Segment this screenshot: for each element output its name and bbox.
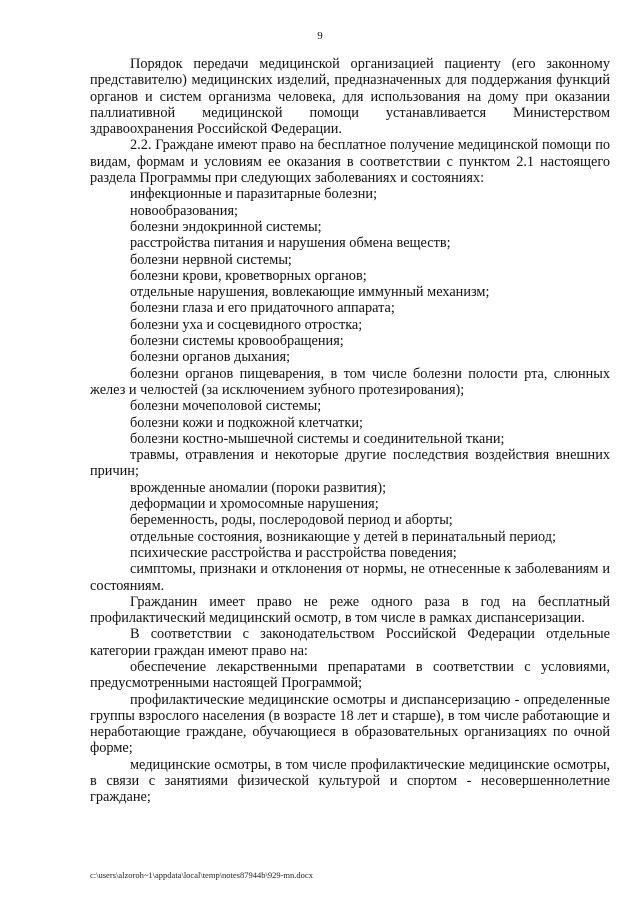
list-item: болезни мочеполовой системы; bbox=[130, 398, 322, 415]
intro-paragraph: Порядок передачи медицинской организацией пациенту (его законному представителю) медицинских изделий, предназначенных для поддержания функций органов и систем организма человека, для использования на дому при оказании паллиативной медицинской помощи устанавливается Министерством здравоохранения Российской Федерации. bbox=[90, 56, 610, 138]
list-item: болезни кожи и подкожной клетчатки; bbox=[130, 414, 363, 431]
list-item: обеспечение лекарственными препаратами в соответствии с условиями, предусмотренными настоящей Программой; bbox=[90, 658, 610, 692]
list-item: болезни эндокринной системы; bbox=[130, 218, 322, 235]
page-number: 9 bbox=[317, 30, 323, 42]
list-item: болезни органов дыхания; bbox=[130, 349, 291, 366]
section-2-2-paragraph: 2.2. Граждане имеют право на бесплатное получение медицинской помощи по видам, формам и условиям ее оказания в соответствии с пунктом 2.1 настоящего раздела Программы при следующих заболеваниях и состояниях: bbox=[90, 137, 610, 187]
footer-file-path: c:\users\alzoroh~1\appdata\local\temp\notes87944b\929-mn.docx bbox=[90, 870, 313, 880]
list-item: болезни крови, кроветворных органов; bbox=[130, 267, 367, 284]
legislation-paragraph: В соответствии с законодательством Российской Федерации отдельные категории граждан имеют право на: bbox=[90, 626, 610, 659]
checkup-paragraph: Гражданин имеет право не реже одного раза в год на бесплатный профилактический медицинский осмотр, в том числе в рамках диспансеризации. bbox=[90, 593, 610, 627]
list-item: болезни костно-мышечной системы и соединительной ткани; bbox=[130, 430, 505, 447]
list-item: отдельные состояния, возникающие у детей в перинатальный период; bbox=[130, 528, 557, 545]
list-item: расстройства питания и нарушения обмена веществ; bbox=[130, 235, 451, 252]
list-item: врожденные аномалии (пороки развития); bbox=[130, 479, 387, 496]
rights-list bbox=[90, 659, 610, 806]
list-item: болезни уха и сосцевидного отростка; bbox=[130, 316, 363, 333]
list-item: болезни органов пищеварения, в том числе болезни полости рта, слюнных желез и челюстей (за исключением зубного протезирования); bbox=[90, 365, 610, 398]
list-item: болезни глаза и его придаточного аппарата; bbox=[130, 300, 395, 317]
list-item: симптомы, признаки и отклонения от нормы, не отнесенные к заболеваниям и состояниям. bbox=[90, 561, 610, 594]
list-item: болезни нервной системы; bbox=[130, 251, 292, 268]
document-body bbox=[90, 56, 610, 806]
list-item: отдельные нарушения, вовлекающие иммунный механизм; bbox=[130, 284, 490, 301]
list-item: травмы, отравления и некоторые другие последствия воздействия внешних причин; bbox=[90, 447, 610, 480]
list-item: болезни системы кровообращения; bbox=[130, 333, 344, 350]
list-item: психические расстройства и расстройства поведения; bbox=[130, 544, 457, 561]
disease-list bbox=[90, 186, 610, 593]
list-item: деформации и хромосомные нарушения; bbox=[130, 496, 379, 513]
list-item: беременность, роды, послеродовой период и аборты; bbox=[130, 512, 453, 529]
list-item: медицинские осмотры, в том числе профилактические медицинские осмотры, в связи с занятиями физической культурой и спортом - несовершеннолетние граждане; bbox=[90, 756, 610, 806]
list-item: инфекционные и паразитарные болезни; bbox=[130, 186, 378, 203]
list-item: профилактические медицинские осмотры и диспансеризацию - определенные группы взрослого населения (в возрасте 18 лет и старше), в том числе работающие и неработающие граждане, обучающиеся в образовательных организациях по очной форме; bbox=[90, 691, 610, 757]
list-item: новообразования; bbox=[130, 202, 238, 219]
